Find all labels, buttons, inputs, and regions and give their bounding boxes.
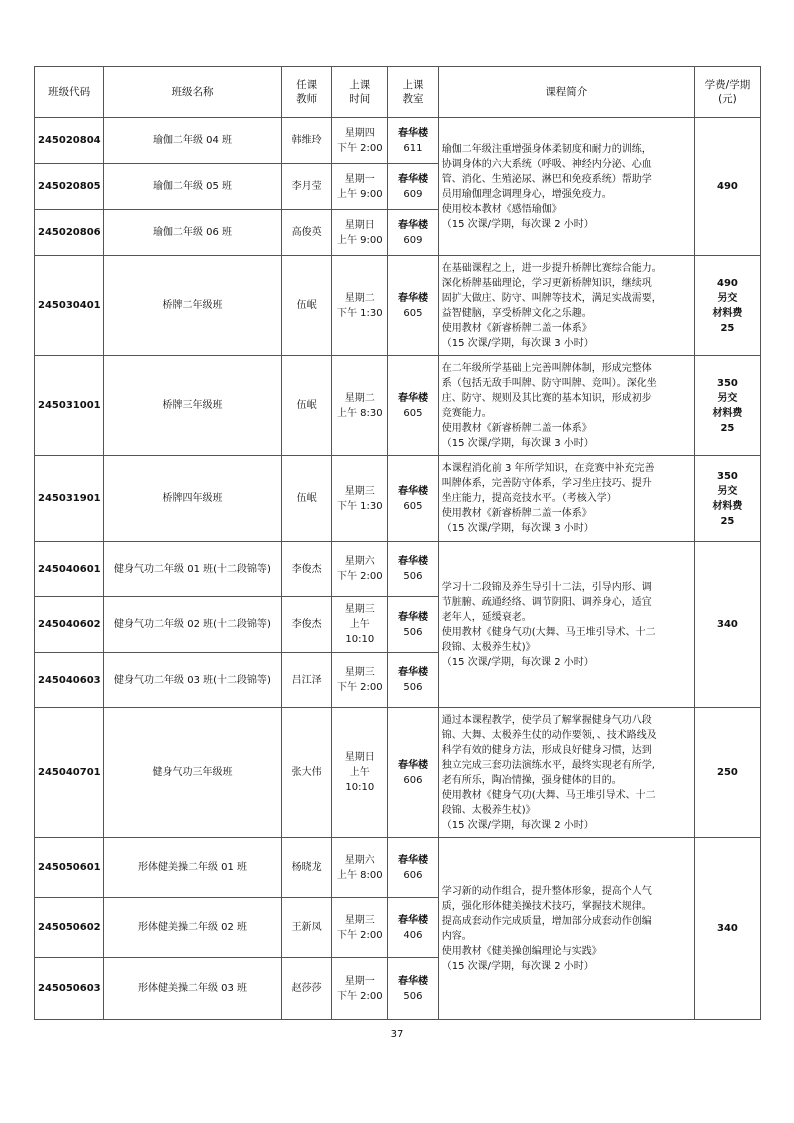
tuition-fee: 490 另交 材料费 25 bbox=[694, 256, 760, 356]
class-time: 星期三 上午 10:10 bbox=[332, 597, 388, 653]
header-tuition: 学费/学期 (元) bbox=[694, 67, 760, 118]
class-name: 桥牌三年级班 bbox=[104, 356, 282, 456]
header-class-time: 上课 时间 bbox=[332, 67, 388, 118]
course-intro: 在二年级所学基础上完善叫牌体制，形成完整体 系（包括无敌手叫牌、防守叫牌、竞叫）。深化坐 庄、防守、规则及其比赛的基本知识，形成初步 竞赛能力。 使用教材《新睿桥牌二盖一体系》 （15 次课/学期，每次课 3 小时） bbox=[438, 356, 694, 456]
class-name: 健身气功二年级 01 班(十二段锦等) bbox=[104, 542, 282, 597]
classroom: 春华楼 605 bbox=[388, 456, 439, 542]
course-intro: 学习新的动作组合，提升整体形象，提高个人气 质，强化形体健美操技术技巧，掌握技术规律。 提高成套动作完成质量，增加部分成套动作创编 内容。 使用教材《健美操创编理论与实践》 （15 次课/学期，每次课 2 小时） bbox=[438, 838, 694, 1020]
class-time: 星期三 下午 2:00 bbox=[332, 653, 388, 708]
table-row bbox=[35, 256, 761, 356]
teacher-name: 杨晓龙 bbox=[281, 838, 332, 898]
classroom: 春华楼 609 bbox=[388, 164, 439, 210]
class-code: 245031901 bbox=[35, 456, 104, 542]
class-code: 245020805 bbox=[35, 164, 104, 210]
class-code: 245031001 bbox=[35, 356, 104, 456]
page-number: 37 bbox=[390, 1029, 404, 1040]
class-time: 星期日 上午 10:10 bbox=[332, 708, 388, 838]
class-time: 星期三 下午 1:30 bbox=[332, 456, 388, 542]
teacher-name: 韩维玲 bbox=[281, 118, 332, 164]
table-row bbox=[35, 356, 761, 456]
teacher-name: 李俊杰 bbox=[281, 597, 332, 653]
header-teacher: 任课 教师 bbox=[281, 67, 332, 118]
tuition-fee: 490 bbox=[694, 118, 760, 256]
class-name: 桥牌二年级班 bbox=[104, 256, 282, 356]
class-time: 星期二 上午 8:30 bbox=[332, 356, 388, 456]
class-code: 245050602 bbox=[35, 898, 104, 958]
class-time: 星期四 下午 2:00 bbox=[332, 118, 388, 164]
classroom: 春华楼 609 bbox=[388, 210, 439, 256]
tuition-fee: 340 bbox=[694, 838, 760, 1020]
course-intro: 本课程消化前 3 年所学知识，在竞赛中补充完善 叫牌体系，完善防守体系，学习坐庄技巧、提升 坐庄能力，提高竞技水平。（考核入学） 使用教材《新睿桥牌二盖一体系》 （15 次课/学期，每次课 3 小时） bbox=[438, 456, 694, 542]
teacher-name: 高俊英 bbox=[281, 210, 332, 256]
teacher-name: 王新凤 bbox=[281, 898, 332, 958]
teacher-name: 李月莹 bbox=[281, 164, 332, 210]
table-row bbox=[35, 838, 761, 898]
class-time: 星期一 上午 9:00 bbox=[332, 164, 388, 210]
class-code: 245020804 bbox=[35, 118, 104, 164]
classroom: 春华楼 506 bbox=[388, 597, 439, 653]
class-name: 形体健美操二年级 01 班 bbox=[104, 838, 282, 898]
course-intro: 通过本课程教学，使学员了解掌握健身气功八段 锦、大舞、太极养生仗的动作要领，、技术路线及 科学有效的健身方法，形成良好健身习惯，达到 独立完成三套功法演练水平，最终实现老有所学, 老有所乐，陶冶情操，强身健体的目的。 使用教材《健身气功(大舞、马王堆引导术、十二 段锦、太极养生杖)》 （15 次课/学期，每次课 2 小时） bbox=[438, 708, 694, 838]
course-intro: 在基础课程之上，进一步提升桥牌比赛综合能力。 深化桥牌基础理论，学习更新桥牌知识，继续巩 固扩大做庄、防守、叫牌等技术，满足实战需要， 益智健脑，享受桥牌文化之乐趣。 使用教材《新睿桥牌二盖一体系》 （15 次课/学期，每次课 3 小时） bbox=[438, 256, 694, 356]
tuition-fee: 250 bbox=[694, 708, 760, 838]
classroom: 春华楼 605 bbox=[388, 256, 439, 356]
tuition-fee: 350 另交 材料费 25 bbox=[694, 356, 760, 456]
tuition-fee: 350 另交 材料费 25 bbox=[694, 456, 760, 542]
class-name: 形体健美操二年级 03 班 bbox=[104, 958, 282, 1020]
class-name: 健身气功二年级 03 班(十二段锦等) bbox=[104, 653, 282, 708]
header-course-intro: 课程简介 bbox=[438, 67, 694, 118]
class-name: 健身气功二年级 02 班(十二段锦等) bbox=[104, 597, 282, 653]
classroom: 春华楼 606 bbox=[388, 708, 439, 838]
class-code: 245030401 bbox=[35, 256, 104, 356]
class-time: 星期一 下午 2:00 bbox=[332, 958, 388, 1020]
course-intro: 学习十二段锦及养生导引十二法，引导内形、调 节脏腑、疏通经络、调节阴阳、调养身心，适宜 老年人，延缓衰老。 使用教材《健身气功(大舞、马王堆引导术、十二 段锦、太极养生杖)》 （15 次课/学期，每次课 2 小时） bbox=[438, 542, 694, 708]
table-row bbox=[35, 708, 761, 838]
class-name: 瑜伽二年级 06 班 bbox=[104, 210, 282, 256]
class-name: 桥牌四年级班 bbox=[104, 456, 282, 542]
classroom: 春华楼 611 bbox=[388, 118, 439, 164]
class-name: 健身气功三年级班 bbox=[104, 708, 282, 838]
class-code: 245050603 bbox=[35, 958, 104, 1020]
teacher-name: 伍岷 bbox=[281, 456, 332, 542]
classroom: 春华楼 506 bbox=[388, 542, 439, 597]
class-time: 星期三 下午 2:00 bbox=[332, 898, 388, 958]
course-intro: 瑜伽二年级注重增强身体柔韧度和耐力的训练， 协调身体的六大系统（呼吸、神经内分泌、心血 管、消化、生殖泌尿、淋巴和免疫系统）帮助学 员用瑜伽理念调理身心，增强免疫力。 使用校本教材《感悟瑜伽》 （15 次课/学期，每次课 2 小时） bbox=[438, 118, 694, 256]
class-time: 星期日 上午 9:00 bbox=[332, 210, 388, 256]
class-name: 瑜伽二年级 04 班 bbox=[104, 118, 282, 164]
teacher-name: 伍岷 bbox=[281, 256, 332, 356]
course-schedule-table bbox=[34, 66, 761, 1020]
class-code: 245040602 bbox=[35, 597, 104, 653]
header-class-code: 班级代码 bbox=[35, 67, 104, 118]
class-code: 245020806 bbox=[35, 210, 104, 256]
classroom: 春华楼 605 bbox=[388, 356, 439, 456]
header-classroom: 上课 教室 bbox=[388, 67, 439, 118]
teacher-name: 吕江泽 bbox=[281, 653, 332, 708]
classroom: 春华楼 406 bbox=[388, 898, 439, 958]
class-code: 245040601 bbox=[35, 542, 104, 597]
table-header-row bbox=[35, 67, 761, 118]
class-code: 245050601 bbox=[35, 838, 104, 898]
classroom: 春华楼 506 bbox=[388, 958, 439, 1020]
classroom: 春华楼 506 bbox=[388, 653, 439, 708]
class-name: 瑜伽二年级 05 班 bbox=[104, 164, 282, 210]
teacher-name: 李俊杰 bbox=[281, 542, 332, 597]
table-row bbox=[35, 456, 761, 542]
tuition-fee: 340 bbox=[694, 542, 760, 708]
classroom: 春华楼 606 bbox=[388, 838, 439, 898]
class-name: 形体健美操二年级 02 班 bbox=[104, 898, 282, 958]
teacher-name: 赵莎莎 bbox=[281, 958, 332, 1020]
class-time: 星期六 下午 2:00 bbox=[332, 542, 388, 597]
class-code: 245040603 bbox=[35, 653, 104, 708]
header-class-name: 班级名称 bbox=[104, 67, 282, 118]
table-row bbox=[35, 542, 761, 597]
class-code: 245040701 bbox=[35, 708, 104, 838]
table-row bbox=[35, 118, 761, 164]
class-time: 星期六 上午 8:00 bbox=[332, 838, 388, 898]
class-time: 星期二 下午 1:30 bbox=[332, 256, 388, 356]
teacher-name: 伍岷 bbox=[281, 356, 332, 456]
teacher-name: 张大伟 bbox=[281, 708, 332, 838]
